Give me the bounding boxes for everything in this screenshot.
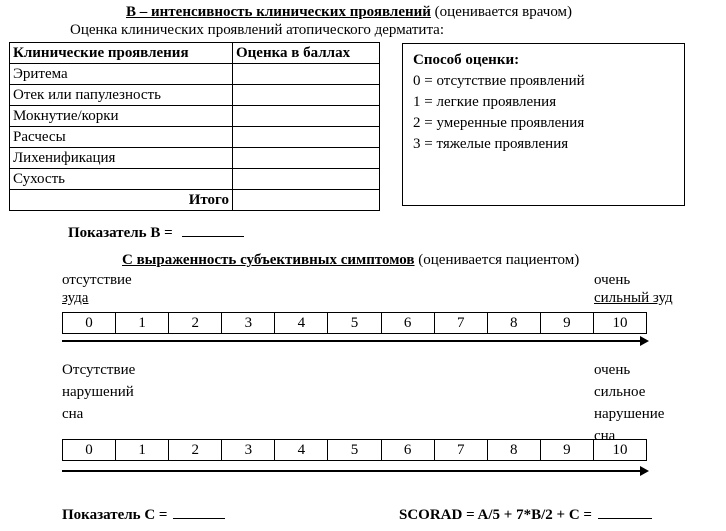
- indicator-c-blank[interactable]: [173, 504, 225, 519]
- sleep-scale-option[interactable]: 3: [222, 440, 275, 460]
- itch-scale-option[interactable]: 4: [275, 313, 328, 333]
- sleep-scale-option[interactable]: 10: [612, 442, 628, 458]
- scoring-method-box: [402, 43, 685, 206]
- clinical-table: [9, 42, 380, 211]
- score-cell[interactable]: [233, 148, 380, 169]
- section-b-note: (оценивается врачом): [430, 4, 573, 20]
- score-cell[interactable]: [233, 64, 380, 85]
- itch-scale-option[interactable]: 3: [222, 313, 275, 333]
- method-item: 3 = тяжелые проявления: [413, 136, 569, 152]
- score-cell[interactable]: [233, 85, 380, 106]
- sleep-right-line: нарушение: [594, 406, 665, 422]
- section-c-header: [122, 251, 579, 269]
- header-clinical: Клинические проявления: [10, 43, 233, 64]
- sleep-right-label: [594, 359, 664, 447]
- row-label: Расчесы: [10, 127, 233, 148]
- method-item: 1 = легкие проявления: [413, 94, 557, 110]
- indicator-b-blank[interactable]: [182, 222, 244, 237]
- table-row: [10, 85, 380, 106]
- scorad-formula-text: SCORAD = A/5 + 7*B/2 + C =: [399, 507, 592, 523]
- row-label: Сухость: [10, 169, 233, 190]
- sleep-left-line: нарушений: [62, 384, 134, 400]
- itch-scale-option[interactable]: 7: [435, 313, 488, 333]
- itch-scale-option[interactable]: 8: [488, 313, 541, 333]
- indicator-b: [68, 222, 244, 242]
- itch-right-line: очень: [594, 272, 631, 288]
- indicator-c-label: Показатель С =: [62, 507, 168, 523]
- sleep-scale-option[interactable]: 0: [63, 440, 116, 460]
- sleep-right-line: сна: [594, 428, 616, 444]
- itch-scale-option[interactable]: 5: [328, 313, 381, 333]
- row-label: Мокнутие/корки: [10, 106, 233, 127]
- sleep-left-line: сна: [62, 406, 84, 422]
- table-row: [10, 64, 380, 85]
- itch-scale-option[interactable]: 9: [541, 313, 594, 333]
- section-b-title: В – интенсивность клинических проявлений: [126, 4, 431, 20]
- indicator-c: [62, 504, 225, 524]
- method-item: 2 = умеренные проявления: [413, 115, 585, 131]
- itch-scale-option[interactable]: 2: [169, 313, 222, 333]
- sleep-arrow: [62, 470, 647, 472]
- sleep-right-line: сильное: [594, 384, 646, 400]
- score-cell[interactable]: [233, 169, 380, 190]
- table-header-row: [10, 43, 380, 64]
- sleep-scale: [62, 439, 647, 461]
- sleep-scale-option[interactable]: 6: [382, 440, 435, 460]
- scorad-blank[interactable]: [598, 504, 652, 519]
- section-c-title: С выраженность субъективных симптомов: [122, 252, 415, 268]
- itch-left-line: зуда: [62, 290, 89, 306]
- table-row: [10, 148, 380, 169]
- total-score-cell[interactable]: [233, 190, 380, 211]
- row-label: Отек или папулезность: [10, 85, 233, 106]
- sleep-scale-option[interactable]: 8: [488, 440, 541, 460]
- itch-left-label: [62, 271, 132, 307]
- section-b-subtitle: Оценка клинических проявлений атопического дерматита:: [70, 22, 445, 38]
- itch-left-line: отсутствие: [62, 272, 132, 288]
- sleep-scale-option[interactable]: 4: [275, 440, 328, 460]
- table-row: [10, 169, 380, 190]
- section-c-note: (оценивается пациентом): [414, 252, 580, 268]
- total-label: Итого: [10, 190, 233, 211]
- itch-arrow: [62, 340, 647, 342]
- section-b-header: [126, 3, 572, 21]
- sleep-left-label: [62, 359, 135, 425]
- score-cell[interactable]: [233, 127, 380, 148]
- sleep-left-line: Отсутствие: [62, 362, 136, 378]
- itch-scale-option[interactable]: 0: [63, 313, 116, 333]
- scorad-formula: [399, 504, 652, 524]
- itch-scale-option[interactable]: 6: [382, 313, 435, 333]
- itch-scale: [62, 312, 647, 334]
- itch-scale-option[interactable]: 10: [612, 315, 628, 331]
- itch-right-line: сильный зуд: [594, 290, 673, 306]
- total-row: [10, 190, 380, 211]
- score-cell[interactable]: [233, 106, 380, 127]
- sleep-scale-option[interactable]: 9: [541, 440, 594, 460]
- row-label: Эритема: [10, 64, 233, 85]
- indicator-b-label: Показатель В =: [68, 225, 173, 241]
- sleep-right-line: очень: [594, 362, 631, 378]
- method-item: 0 = отсутствие проявлений: [413, 73, 585, 89]
- row-label: Лихенификация: [10, 148, 233, 169]
- sleep-scale-option[interactable]: 5: [328, 440, 381, 460]
- sleep-scale-option[interactable]: 2: [169, 440, 222, 460]
- method-title: Способ оценки:: [413, 52, 520, 68]
- table-row: [10, 106, 380, 127]
- sleep-scale-option[interactable]: 7: [435, 440, 488, 460]
- table-row: [10, 127, 380, 148]
- itch-scale-option[interactable]: 1: [116, 313, 169, 333]
- sleep-scale-option[interactable]: 1: [116, 440, 169, 460]
- itch-right-label: [594, 271, 673, 307]
- header-score: Оценка в баллах: [233, 43, 380, 64]
